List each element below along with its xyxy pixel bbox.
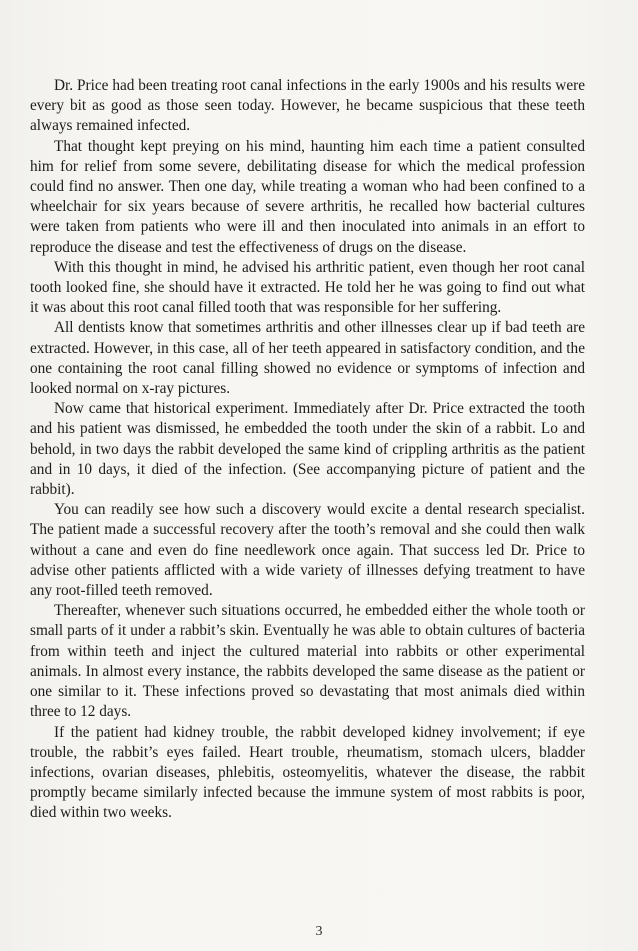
paragraph-3: With this thought in mind, he advised his arthritic patient, even though her root canal tooth looked fine, she should have it extracted. He told her he was going to find out what it was about this root canal filled tooth that was responsible for her suffering. [30, 258, 585, 317]
paragraph-7: Thereafter, whenever such situations occurred, he embedded either the whole tooth or small parts of it under a rabbit’s skin. Eventually he was able to obtain cultures of bacteria from within teeth and inject the cultured material into rabbits or other experimental animals. In almost every instance, the rabbits developed the same disease as the patient or one similar to it. These infections proved so devastating that most animals died within three to 12 days. [30, 602, 585, 721]
paragraph-1: Dr. Price had been treating root canal infections in the early 1900s and his results were every bit as good as those seen today. However, he became suspicious that these teeth always remained infected. [30, 77, 585, 135]
body-text [30, 76, 585, 824]
paragraph-6: You can readily see how such a discovery would excite a dental research specialist. The patient made a successful recovery after the tooth’s removal and she could then walk without a cane and even do fine needlework once again. That success led Dr. Price to advise other patients afflicted with a wide variety of illnesses defying treatment to have any root-filled teeth removed. [30, 501, 585, 600]
paragraph-2: That thought kept preying on his mind, haunting him each time a patient consulted him for relief from some severe, debilitating disease for which the medical profession could find no answer. Then one day, while treating a woman who had been confined to a wheelchair for six years because of severe arthritis, he recalled how bacterial cultures were taken from patients who were ill and then inoculated into animals in an effort to reproduce the disease and test the effectiveness of drugs on the disease. [30, 137, 585, 256]
paragraph-5: Now came that historical experiment. Immediately after Dr. Price extracted the tooth and his patient was dismissed, he embedded the tooth under the skin of a rabbit. Lo and behold, in two days the rabbit developed the same kind of crippling arthritis as the patient and in 10 days, it died of the infection. (See accompanying picture of patient and the rabbit). [30, 400, 585, 499]
paragraph-4: All dentists know that sometimes arthritis and other illnesses clear up if bad teeth are extracted. However, in this case, all of her teeth appeared in satisfactory condition, and the one containing the root canal filling showed no evidence or symptoms of infection and looked normal on x-ray pictures. [30, 319, 585, 398]
page-number: 3 [315, 924, 323, 939]
paragraph-8: If the patient had kidney trouble, the rabbit developed kidney involvement; if eye trouble, the rabbit’s eyes failed. Heart trouble, rheumatism, stomach ulcers, bladder infections, ovarian diseases, phlebitis, osteomyelitis, whatever the disease, the rabbit promptly became similarly infected because the immune system of most rabbits is poor, died within two weeks. [30, 723, 585, 822]
